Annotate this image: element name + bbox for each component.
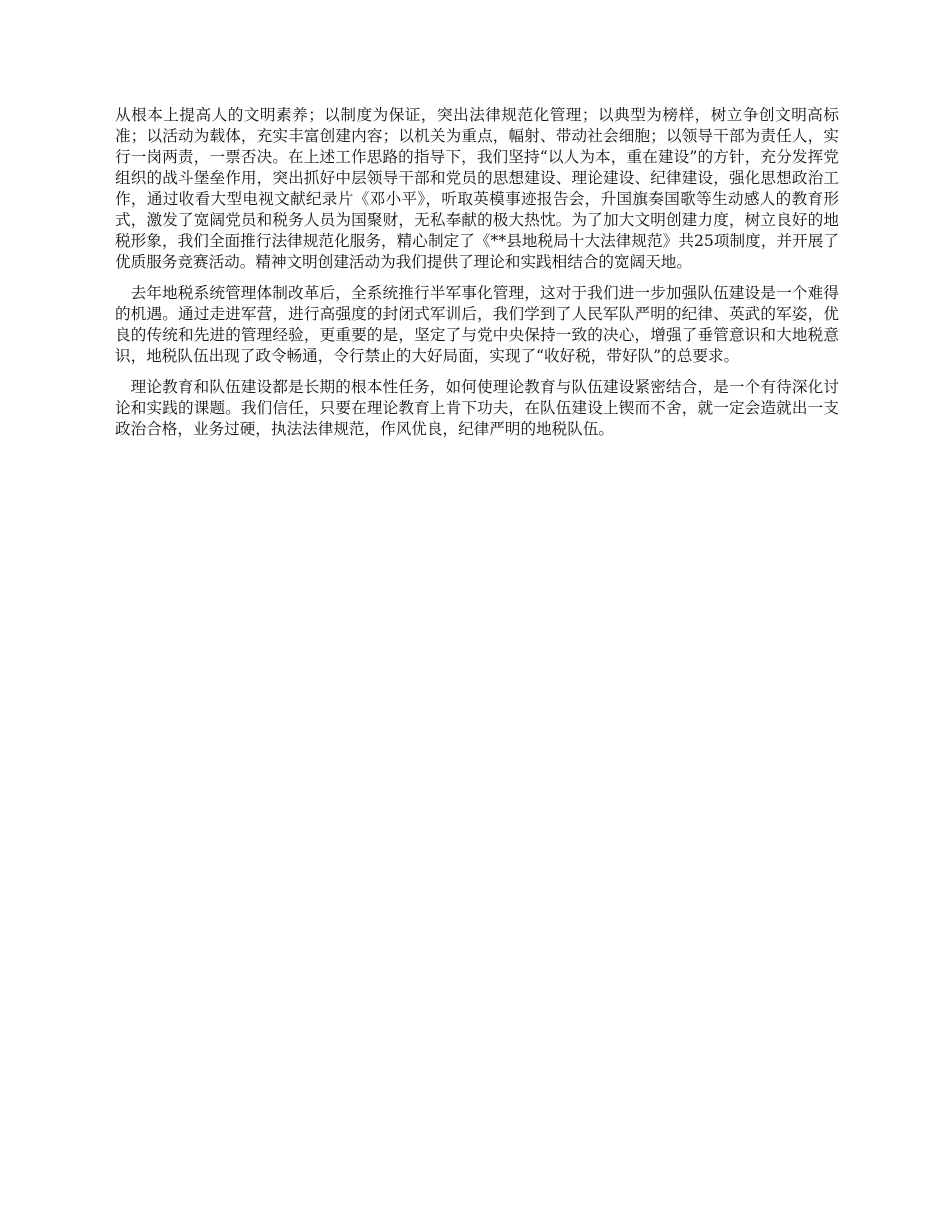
document-body xyxy=(115,105,839,450)
paragraph-team-management-reform: 去年地税系统管理体制改革后，全系统推行半军事化管理，这对于我们进一步加强队伍建设是一个难得的机遇。通过走进军营，进行高强度的封闭式军训后，我们学到了人民军队严明的纪律、英武的军姿，优良的传统和先进的管理经验，更重要的是，坚定了与党中央保持一致的决心，增强了垂管意识和大地税意识，地税队伍出现了政令畅通，令行禁止的大好局面，实现了“收好税，带好队”的总要求。 xyxy=(115,284,839,365)
paragraph-conclusion: 理论教育和队伍建设都是长期的根本性任务，如何使理论教育与队伍建设紧密结合，是一个有待深化讨论和实践的课题。我们信任，只要在理论教育上肯下功夫，在队伍建设上锲而不舍，就一定会造就出一支政治合格，业务过硬，执法法律规范，作风优良，纪律严明的地税队伍。 xyxy=(115,378,839,438)
paragraph-civilization-building: 从根本上提高人的文明素养；以制度为保证，突出法律规范化管理；以典型为榜样，树立争创文明高标准；以活动为载体，充实丰富创建内容；以机关为重点，幅射、带动社会细胞；以领导干部为责任人，实行一岗两责，一票否决。在上述工作思路的指导下，我们坚持“以人为本，重在建设”的方针，充分发挥党组织的战斗堡垒作用，突出抓好中层领导干部和党员的思想建设、理论建设、纪律建设，强化思想政治工作，通过收看大型电视文献纪录片《邓小平》，听取英模事迹报告会，升国旗奏国歌等生动感人的教育形式，激发了宽阔党员和税务人员为国聚财，无私奉献的极大热忱。为了加大文明创建力度，树立良好的地税形象，我们全面推行法律规范化服务，精心制定了《**县地税局十大法律规范》共25项制度，并开展了优质服务竞赛活动。精神文明创建活动为我们提供了理论和实践相结合的宽阔天地。 xyxy=(115,106,839,271)
